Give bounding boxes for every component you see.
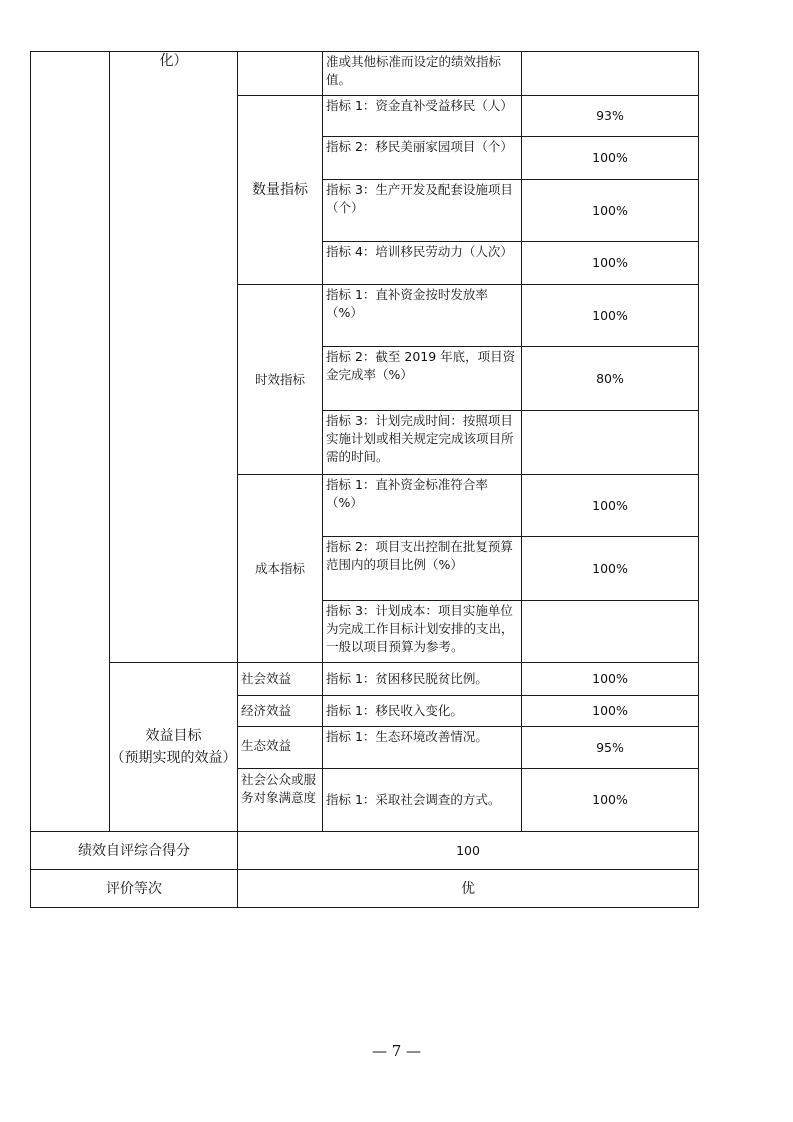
col-divider-3 [322,51,323,831]
indicator-value: 100% [592,255,628,270]
table-border-left [30,51,31,908]
indicator-name: 指标 1：资金直补受益移民（人） [326,98,513,113]
indicator-value: 95% [596,739,624,755]
indicator-name: 指标 1：贫困移民脱贫比例。 [326,671,488,686]
evaluation-grade-label: 评价等次 [106,880,162,897]
indicator-name: 指标 2：移民美丽家园项目（个） [326,139,513,154]
indicator-name: 指标 2：截至 2019 年底，项目资金完成率（%） [326,349,516,382]
indicator-value: 100% [592,150,628,165]
indicator-name: 指标 2：项目支出控制在批复预算范围内的项目比例（%） [326,539,513,572]
overall-score-label: 绩效自评综合得分 [78,842,190,859]
indicator-name: 指标 1：生态环境改善情况。 [326,729,488,744]
indicator-value: 100% [592,671,628,686]
indicator-name: 指标 3：计划完成时间：按照项目实施计划或相关规定完成该项目所需的时间。 [326,413,514,464]
indicator-value [522,601,698,662]
row-divider-bottom [30,907,699,908]
indicator-value: 100% [592,560,628,576]
indicator-value: 80% [596,370,624,386]
benefit-category: 社会效益 [241,671,292,686]
indicator-name: 指标 1：移民收入变化。 [326,703,463,718]
overall-score-value: 100 [456,842,480,858]
page-number: — 7 — [371,1042,422,1060]
indicator-value: 100% [592,792,628,807]
indicator-description: 准或其他标准而设定的绩效指标值。 [326,54,502,87]
evaluation-grade-value: 优 [461,880,475,897]
category-label-tail: 化） [159,53,188,69]
indicator-name: 指标 3：生产开发及配套设施项目（个） [326,182,513,215]
timeliness-indicator-label: 时效指标 [254,371,305,387]
benefit-category: 经济效益 [241,703,292,718]
indicator-name: 指标 3：计划成本：项目实施单位为完成工作目标计划安排的支出，一般以项目预算为参考。 [326,603,514,654]
indicator-value: 100% [592,703,628,718]
benefit-target-label: 效益目标 （预期实现的效益） [110,728,237,766]
indicator-name: 指标 1：直补资金按时发放率（%） [326,287,488,320]
indicator-name: 指标 4：培训移民劳动力（人次） [326,244,513,259]
indicator-value [522,411,698,474]
indicator-value: 100% [592,202,628,218]
indicator-name: 指标 1：直补资金标准符合率（%） [326,477,488,510]
indicator-value: 100% [592,497,628,513]
quantity-indicator-label: 数量指标 [252,182,308,198]
indicator-value: 93% [596,108,624,123]
indicator-name: 指标 1：采取社会调查的方式。 [326,792,501,807]
cost-indicator-label: 成本指标 [254,560,305,576]
indicator-value: 100% [592,307,628,323]
benefit-category: 生态效益 [241,738,292,753]
benefit-category: 社会公众或服务对象满意度 [241,772,317,805]
